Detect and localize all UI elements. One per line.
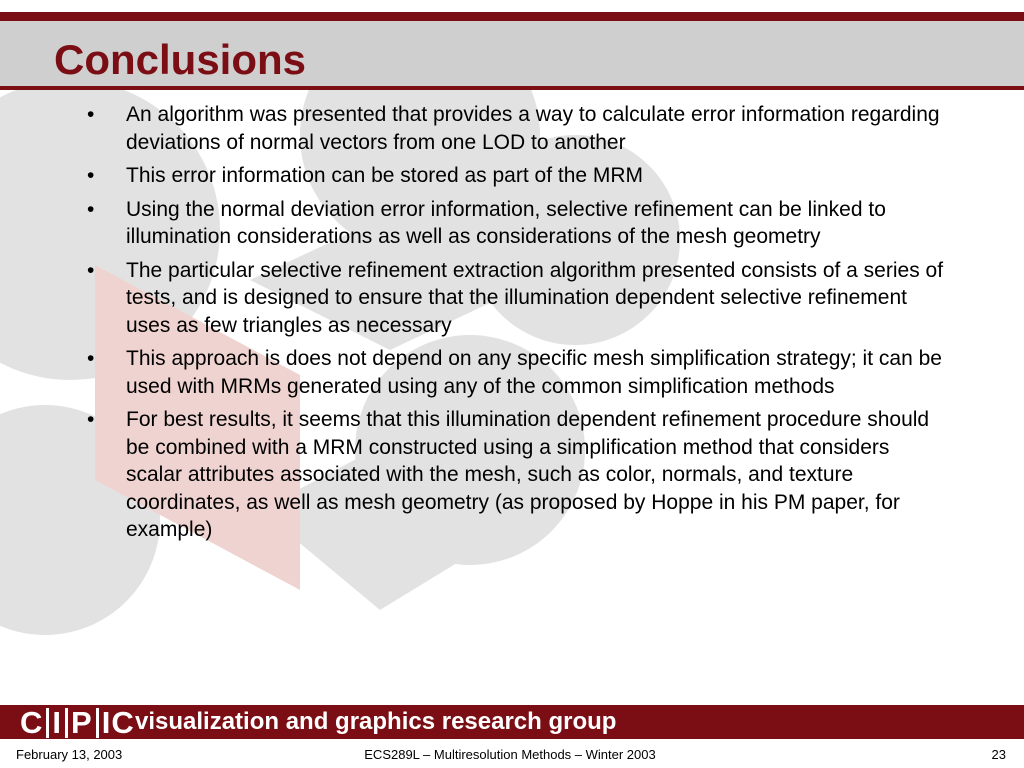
cipic-logo bbox=[20, 706, 135, 740]
bullet-list bbox=[84, 101, 944, 544]
bullet-marker: • bbox=[87, 347, 95, 370]
logo-divider bbox=[65, 708, 68, 738]
logo-letter: C bbox=[20, 705, 44, 740]
bullet-text: The particular selective refinement extraction algorithm presented consists of a series of tests, and is designed to ensure that the illumination dependent selective refinement uses as few triangles as necessary bbox=[126, 258, 944, 337]
logo-letter: I bbox=[101, 705, 112, 740]
bullet-marker: • bbox=[87, 197, 95, 221]
footer-course: ECS289L – Multiresolution Methods – Winter 2003 bbox=[364, 747, 656, 762]
bullet-text: Using the normal deviation error information, selective refinement can be linked to illumination considerations as well as considerations of the mesh geometry bbox=[126, 197, 886, 248]
title-bar bbox=[0, 12, 1024, 90]
bullet-marker: • bbox=[87, 258, 95, 282]
logo-letter: I bbox=[52, 705, 63, 740]
bullet-item bbox=[84, 101, 944, 156]
logo-divider bbox=[46, 708, 49, 738]
page-number: 23 bbox=[991, 747, 1006, 762]
group-name: visualization and graphics research group bbox=[135, 708, 617, 735]
bullet-marker: • bbox=[87, 164, 95, 187]
footer-date: February 13, 2003 bbox=[16, 747, 123, 762]
slide-content bbox=[84, 101, 944, 550]
bullet-marker: • bbox=[87, 408, 95, 431]
bullet-item bbox=[84, 345, 944, 400]
logo-letter: C bbox=[111, 705, 135, 740]
bullet-item bbox=[84, 196, 944, 251]
logo-letter: P bbox=[71, 705, 93, 740]
bullet-text: This approach is does not depend on any specific mesh simplification strategy; it can be used with MRMs generated using any of the common simplification methods bbox=[126, 347, 942, 398]
bullet-text: An algorithm was presented that provides a way to calculate error information regarding deviations of normal vectors from one LOD to another bbox=[126, 103, 940, 154]
slide-title: Conclusions bbox=[54, 36, 307, 83]
bullet-item bbox=[84, 406, 944, 544]
bullet-marker: • bbox=[87, 103, 95, 126]
bullet-item bbox=[84, 162, 944, 190]
footer-bar bbox=[0, 705, 1024, 739]
bullet-text: This error information can be stored as part of the MRM bbox=[126, 164, 644, 187]
logo-divider bbox=[96, 708, 99, 738]
bullet-item bbox=[84, 257, 944, 340]
bullet-text: For best results, it seems that this illumination dependent refinement procedure should be combined with a MRM constructed using a simplification method that considers scalar attributes associated with the mesh, such as color, normals, and texture coordinates, as well as mesh geometry (as proposed by Hoppe in his PM paper, for example) bbox=[126, 408, 930, 541]
